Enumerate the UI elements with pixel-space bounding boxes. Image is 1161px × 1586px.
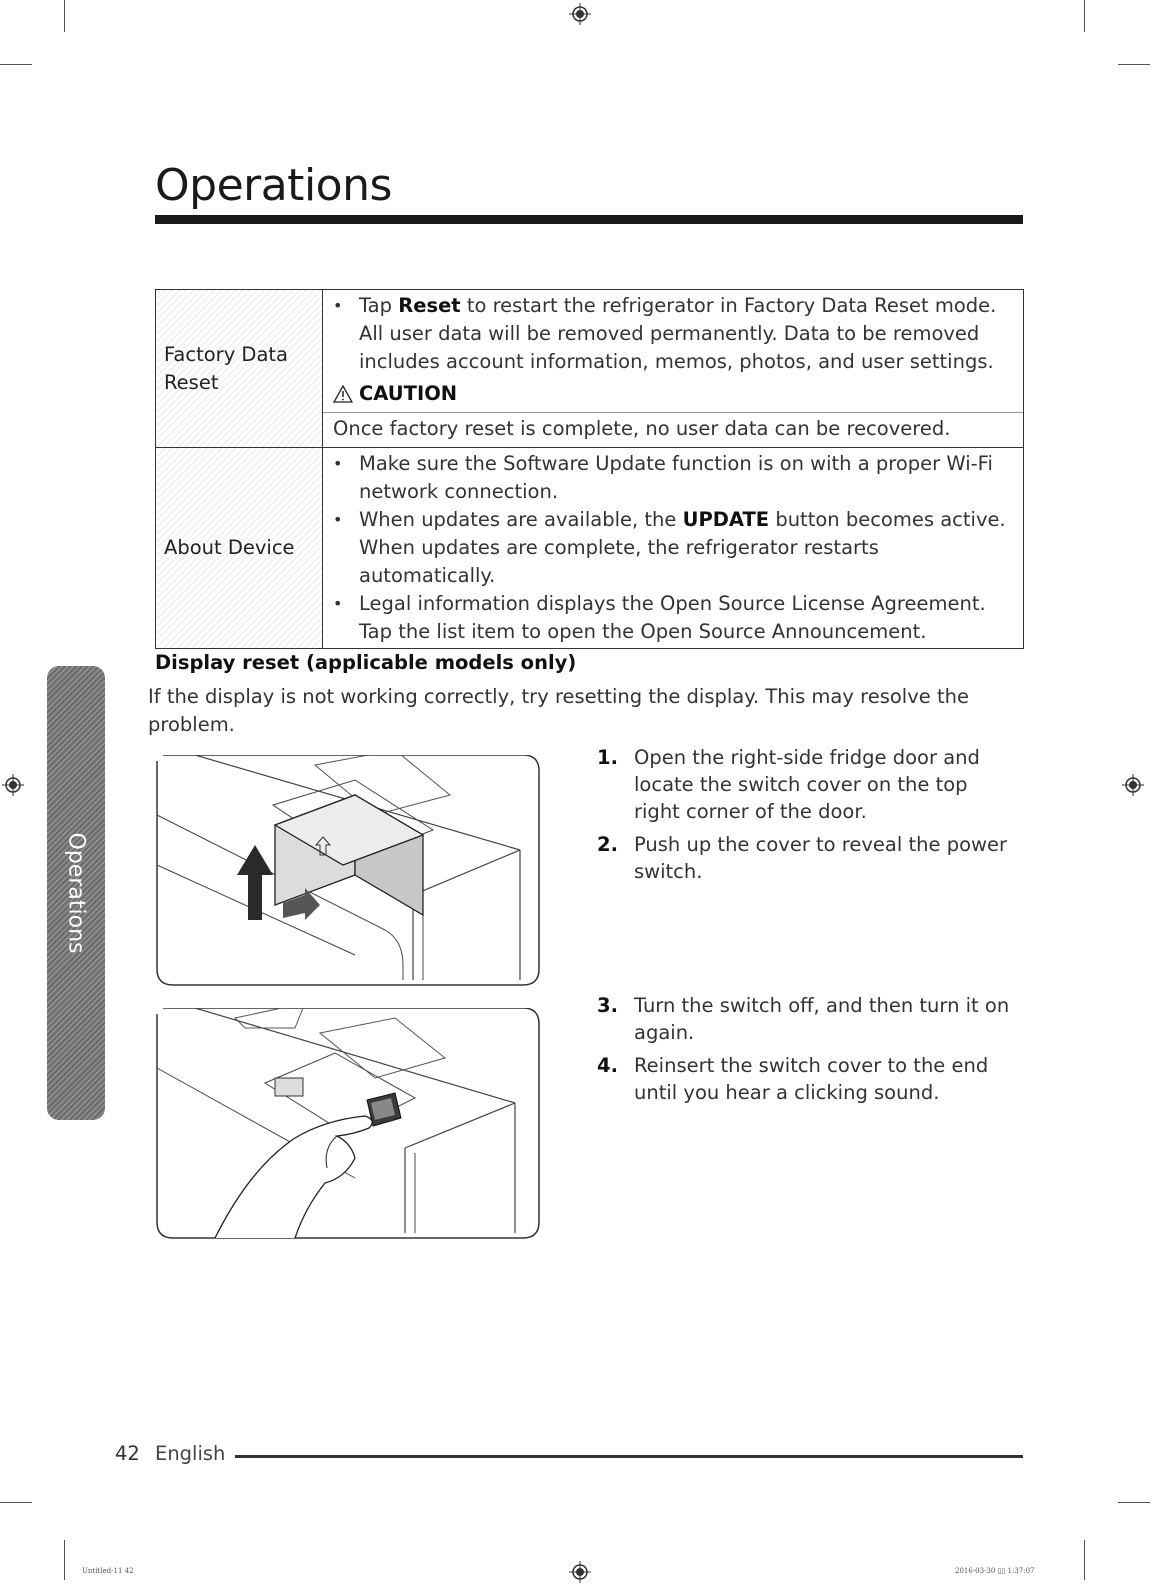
table-row-label: Factory Data Reset bbox=[156, 290, 323, 448]
registration-mark-icon bbox=[2, 774, 24, 796]
warning-triangle-icon bbox=[333, 385, 353, 403]
registration-mark-icon bbox=[1122, 774, 1144, 796]
list-item: • Make sure the Software Update function is on with a proper Wi-Fi network connection. bbox=[333, 450, 1015, 506]
registration-mark-icon bbox=[569, 1561, 591, 1583]
table-row-label: About Device bbox=[156, 448, 323, 649]
section-intro: If the display is not working correctly, try resetting the display. This may resolve the problem. bbox=[148, 685, 969, 736]
footer-language: English bbox=[155, 1442, 226, 1465]
crop-mark bbox=[1084, 1540, 1085, 1580]
table-row bbox=[156, 290, 1024, 448]
print-timestamp: 2016-03-30 ▯▯ 1:37:07 bbox=[955, 1567, 1035, 1575]
list-item: 1. Open the right-side fridge door and locate the switch cover on the top right corner of the door. bbox=[597, 746, 980, 823]
steps-list bbox=[597, 992, 1017, 1112]
print-imprint: Untitled-11 42 bbox=[82, 1567, 134, 1575]
crop-mark bbox=[1118, 64, 1150, 65]
crop-mark bbox=[1118, 1502, 1150, 1503]
crop-mark bbox=[0, 64, 32, 65]
caution-heading bbox=[333, 380, 1015, 408]
title-rule bbox=[155, 215, 1023, 224]
page-title: Operations bbox=[155, 160, 392, 211]
list-item: • When updates are available, the UPDATE button becomes active. When updates are complete, the refrigerator restarts automatically. bbox=[333, 506, 1015, 590]
settings-table bbox=[155, 289, 1024, 649]
crop-mark bbox=[0, 1502, 32, 1503]
page-number: 42 bbox=[115, 1442, 140, 1465]
power-switch-illustration bbox=[155, 1008, 541, 1240]
caution-label: CAUTION bbox=[359, 382, 458, 405]
crop-mark bbox=[64, 1540, 65, 1580]
table-row bbox=[156, 448, 1024, 649]
list-item: • Tap Reset to restart the refrigerator in Factory Data Reset mode. All user data will be removed permanently. Data to be removed includes account information, memos, photos, and user settings. bbox=[333, 292, 1015, 376]
list-item: 3. Turn the switch off, and then turn it on again. bbox=[597, 994, 1010, 1044]
crop-mark bbox=[64, 0, 65, 32]
table-row-description bbox=[323, 448, 1024, 649]
side-tab-label: Operations bbox=[63, 832, 89, 954]
section-heading: Display reset (applicable models only) bbox=[155, 651, 577, 674]
registration-mark-icon bbox=[569, 3, 591, 25]
list-item: • Legal information displays the Open Source License Agreement. Tap the list item to open the Open Source Announcement. bbox=[333, 590, 1015, 646]
caution-text: Once factory reset is complete, no user data can be recovered. bbox=[323, 412, 1023, 445]
footer-rule bbox=[235, 1455, 1023, 1458]
crop-mark bbox=[1084, 0, 1085, 32]
switch-cover-illustration bbox=[155, 755, 541, 987]
list-item: 2. Push up the cover to reveal the power switch. bbox=[597, 833, 1007, 883]
steps-list bbox=[597, 744, 1017, 891]
table-row-description bbox=[323, 290, 1024, 448]
list-item: 4. Reinsert the switch cover to the end until you hear a clicking sound. bbox=[597, 1054, 989, 1104]
